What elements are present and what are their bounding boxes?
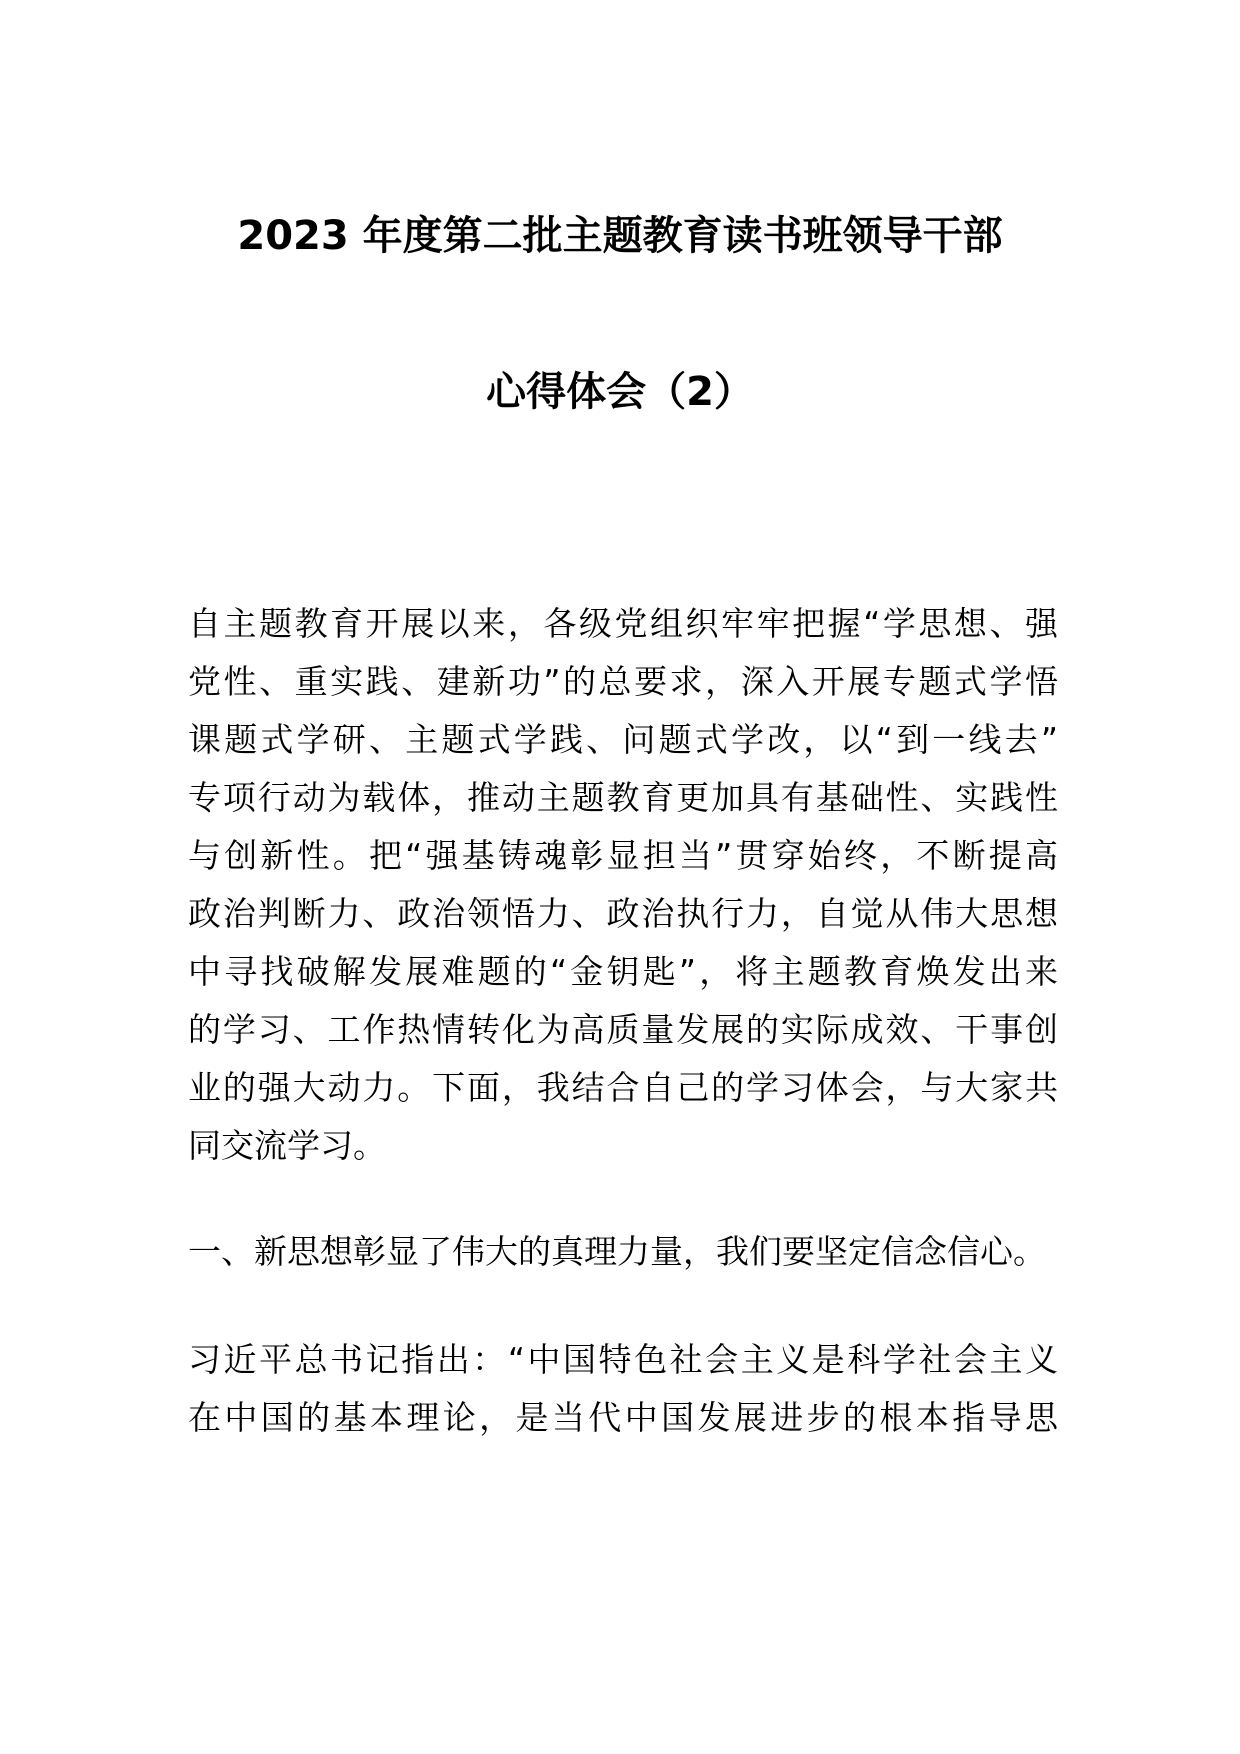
paragraph-1-line-1: 自主题教育开展以来，各级党组织牢牢把握“学思想、强 bbox=[188, 604, 1058, 643]
paragraph-1-line-10: 同交流学习。 bbox=[188, 1126, 386, 1165]
paragraph-1-line-5: 与创新性。把“强基铸魂彰显担当”贯穿始终，不断提高 bbox=[188, 836, 1058, 875]
section-heading-1: 一、新思想彰显了伟大的真理力量，我们要坚定信念信心。 bbox=[188, 1232, 1046, 1271]
paragraph-1-line-9: 业的强大动力。下面，我结合自己的学习体会，与大家共 bbox=[188, 1068, 1058, 1107]
document-title-line-2: 心得体会（2） bbox=[486, 369, 754, 415]
paragraph-1-line-6: 政治判断力、政治领悟力、政治执行力，自觉从伟大思想 bbox=[188, 894, 1058, 933]
paragraph-3-line-1: 习近平总书记指出：“中国特色社会主义是科学社会主义 bbox=[188, 1340, 1058, 1379]
paragraph-1-line-3: 课题式学研、主题式学践、问题式学改，以“到一线去” bbox=[188, 720, 1058, 759]
paragraph-1-line-2: 党性、重实践、建新功”的总要求，深入开展专题式学悟 bbox=[188, 662, 1058, 701]
paragraph-3-line-2: 在中国的基本理论，是当代中国发展进步的根本指导思 bbox=[188, 1398, 1058, 1437]
paragraph-1-line-7: 中寻找破解发展难题的“金钥匙”，将主题教育焕发出来 bbox=[188, 952, 1058, 991]
paragraph-1-line-8: 的学习、工作热情转化为高质量发展的实际成效、干事创 bbox=[188, 1010, 1058, 1049]
document-title-line-1: 2023 年度第二批主题教育读书班领导干部 bbox=[237, 213, 1003, 259]
paragraph-1-line-4: 专项行动为载体，推动主题教育更加具有基础性、实践性 bbox=[188, 778, 1058, 817]
